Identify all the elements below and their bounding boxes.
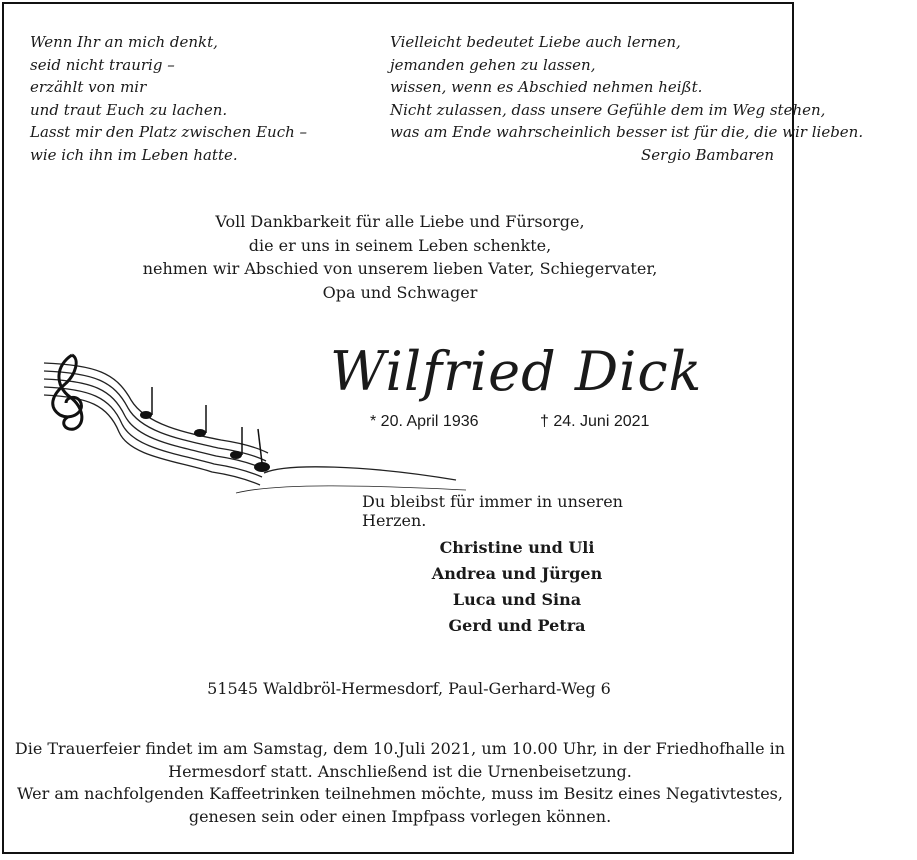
family-list [117,535,917,639]
poem-right [390,31,864,166]
poem-line: Nicht zulassen, dass unsere Gefühle dem im Weg stehen, [390,100,826,119]
poem-line: seid nicht traurig – [30,55,175,74]
deceased-name: Wilfried Dick [330,340,703,403]
poem-line: jemanden gehen zu lassen, [390,55,596,74]
poem-line: erzählt von mir [30,78,147,96]
intro-line: Opa und Schwager [322,282,478,302]
funeral-notice [0,738,800,828]
notice-line: Hermesdorf statt. Anschließend ist die Urnenbeisetzung. [168,761,632,781]
poem-line: Vielleicht bedeutet Liebe auch lernen, [390,33,681,51]
poem-line: Lasst mir den Platz zwischen Euch – [30,123,308,141]
notice-line: Wer am nachfolgenden Kaffeetrinken teilnehmen möchte, muss im Besitz eines Negativtestes, [17,784,783,803]
address: 51545 Waldbröl-Hermesdorf, Paul-Gerhard-Weg 6 [207,679,611,698]
poem-left [30,31,307,166]
poem-line: wissen, wenn es Abschied nehmen heißt. [390,78,703,96]
family-entry: Gerd und Petra [448,616,586,635]
notice-line: Die Trauerfeier findet im am Samstag, dem 10.Juli 2021, um 10.00 Uhr, in der Friedhofhalle in [14,739,786,758]
poem-author: Sergio Bambaren [641,145,774,164]
birth-date: * 20. April 1936 [370,413,479,430]
music-staff-icon [36,345,336,495]
poem-line: wie ich ihn im Leben hatte. [30,145,238,164]
poem-line: was am Ende wahrscheinlich besser ist für die, die wir lieben. [390,123,864,141]
poem-line: Wenn Ihr an mich denkt, [30,33,218,51]
intro-text [0,210,800,304]
family-entry: Luca und Sina [452,590,582,609]
notice-line: genesen sein oder einen Impfpass vorlegen können. [188,806,612,826]
family-entry: Christine und Uli [439,538,595,557]
death-date: † 24. Juni 2021 [540,413,650,430]
intro-line: nehmen wir Abschied von unserem lieben Vater, Schiegervater, [142,259,658,278]
memorial-quote: Du bleibst für immer in unseren Herzen. [362,492,623,530]
intro-line: die er uns in seinem Leben schenkte, [248,235,552,255]
intro-line: Voll Dankbarkeit für alle Liebe und Fürsorge, [215,212,585,231]
family-entry: Andrea und Jürgen [431,564,603,583]
poem-line: und traut Euch zu lachen. [30,100,228,119]
